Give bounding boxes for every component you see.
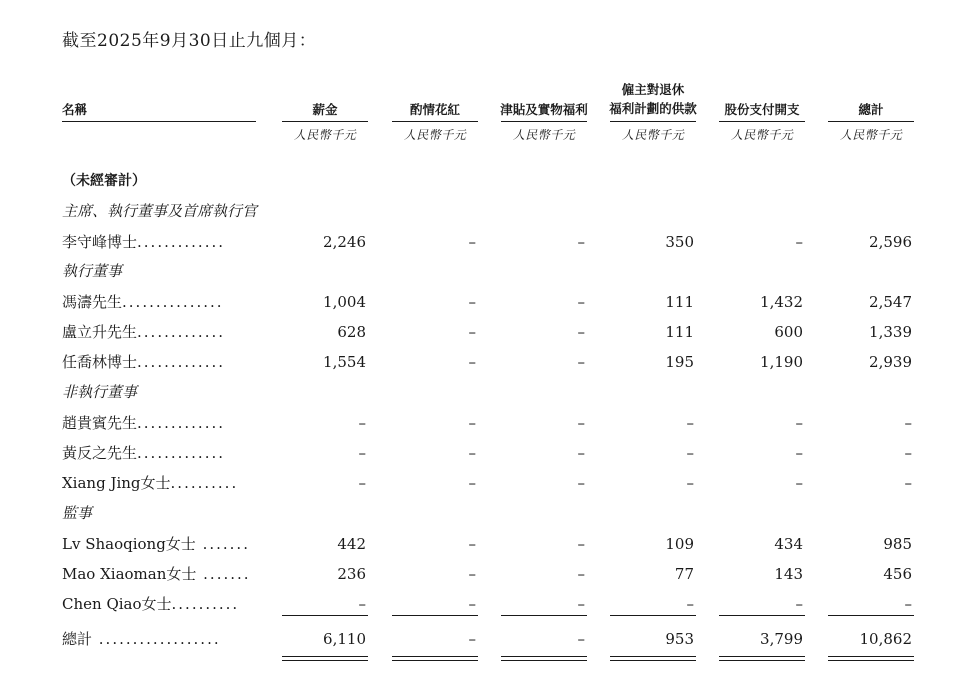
total-cell: 10,862	[859, 630, 912, 648]
table-cell: –	[795, 444, 803, 462]
table-cell: 1,554	[323, 353, 366, 371]
row-name: 盧立升先生	[62, 323, 138, 341]
table-cell: –	[468, 474, 476, 492]
unit-label: 人民幣千元	[512, 128, 576, 142]
column-header-line: 津貼及實物福利	[500, 102, 588, 117]
total-double-rule	[392, 656, 478, 661]
row-name: 黃反之先生	[62, 444, 138, 462]
table-cell: –	[686, 595, 694, 613]
subtotal-rule	[282, 615, 368, 616]
unit-label: 人民幣千元	[403, 128, 467, 142]
subtotal-rule	[828, 615, 914, 616]
table-cell: –	[795, 474, 803, 492]
row-label	[62, 347, 225, 377]
row-name: Chen Qiao女士	[62, 595, 172, 613]
section-heading: 非執行董事	[62, 383, 138, 401]
table-cell: –	[468, 323, 476, 341]
table-cell: –	[468, 233, 476, 251]
table-cell: –	[468, 353, 476, 371]
column-header-line: 酌情花紅	[409, 102, 460, 117]
table-cell: 143	[774, 565, 803, 583]
dot-leader: ..................	[92, 630, 221, 648]
row-label	[62, 287, 224, 317]
row-name: Mao Xiaoman女士	[62, 565, 197, 583]
row-name: 李守峰博士	[62, 233, 138, 251]
column-header-1	[280, 100, 370, 118]
table-cell: –	[904, 414, 912, 432]
header-rule-col-5	[719, 121, 805, 122]
row-name: 任喬林博士	[62, 353, 138, 371]
table-cell: –	[795, 233, 803, 251]
total-label	[62, 624, 221, 654]
row-name: Lv Shaoqiong女士	[62, 535, 196, 553]
row-label	[62, 559, 251, 589]
table-cell: –	[468, 414, 476, 432]
table-cell: –	[577, 444, 585, 462]
total-double-rule	[282, 656, 368, 661]
table-cell: 111	[665, 293, 694, 311]
table-cell: –	[686, 444, 694, 462]
section-heading: 監事	[62, 504, 93, 522]
row-label	[62, 408, 225, 438]
row-label	[62, 438, 225, 468]
dot-leader: ..........	[170, 474, 239, 492]
unit-label: 人民幣千元	[621, 128, 685, 142]
total-double-rule	[501, 656, 587, 661]
column-header-5	[717, 100, 807, 118]
table-cell: –	[686, 474, 694, 492]
row-label	[62, 589, 239, 619]
table-cell: 434	[774, 535, 803, 553]
table-cell: 1,004	[323, 293, 366, 311]
row-label	[62, 468, 238, 498]
table-cell: –	[468, 595, 476, 613]
table-cell: –	[577, 565, 585, 583]
table-cell: 195	[665, 353, 694, 371]
table-cell: –	[904, 595, 912, 613]
row-name: 趙貴賓先生	[62, 414, 138, 432]
total-cell: –	[577, 630, 585, 648]
header-rule-col-1	[282, 121, 368, 122]
dot-leader: .............	[137, 444, 226, 462]
table-cell: –	[577, 474, 585, 492]
header-rule-name	[62, 121, 256, 122]
column-header-4	[608, 80, 698, 118]
table-cell: 236	[337, 565, 366, 583]
table-cell: 111	[665, 323, 694, 341]
dot-leader: ..........	[171, 595, 240, 613]
table-cell: 350	[665, 233, 694, 251]
dot-leader: .............	[137, 233, 226, 251]
table-cell: 2,939	[869, 353, 912, 371]
table-cell: –	[577, 323, 585, 341]
table-cell: 1,190	[760, 353, 803, 371]
table-caption: 截至2025年9月30日止九個月：	[62, 31, 317, 51]
unit-label: 人民幣千元	[839, 128, 903, 142]
row-label	[62, 529, 250, 559]
row-label	[62, 317, 225, 347]
table-cell: –	[577, 535, 585, 553]
header-rule-col-6	[828, 121, 914, 122]
subtotal-rule	[719, 615, 805, 616]
column-header-line: 總計	[858, 102, 884, 117]
table-cell: –	[358, 474, 366, 492]
row-name: 馮濤先生	[62, 293, 123, 311]
table-cell: 2,596	[869, 233, 912, 251]
subtotal-rule	[501, 615, 587, 616]
header-rule-col-3	[501, 121, 587, 122]
column-header-name: 名稱	[62, 102, 88, 117]
dot-leader: .......	[196, 565, 251, 583]
row-label	[62, 227, 225, 257]
table-cell: –	[795, 414, 803, 432]
table-cell: 442	[337, 535, 366, 553]
dot-leader: .............	[137, 353, 226, 371]
table-cell: –	[358, 595, 366, 613]
table-cell: 628	[337, 323, 366, 341]
column-header-6	[826, 100, 916, 118]
section-heading: 執行董事	[62, 262, 123, 280]
table-cell: –	[577, 414, 585, 432]
table-cell: –	[904, 444, 912, 462]
table-cell: 985	[883, 535, 912, 553]
table-cell: –	[795, 595, 803, 613]
table-cell: –	[577, 595, 585, 613]
section-heading: 主席、執行董事及首席執行官	[62, 202, 258, 220]
table-cell: –	[358, 414, 366, 432]
column-header-line: 福利計劃的供款	[609, 101, 697, 116]
table-cell: 2,547	[869, 293, 912, 311]
table-cell: –	[904, 474, 912, 492]
header-rule-col-2	[392, 121, 478, 122]
subtotal-rule	[610, 615, 696, 616]
total-cell: 6,110	[323, 630, 366, 648]
unit-label: 人民幣千元	[730, 128, 794, 142]
table-cell: 109	[665, 535, 694, 553]
table-cell: –	[468, 535, 476, 553]
dot-leader: .......	[195, 535, 250, 553]
dot-leader: .............	[137, 414, 226, 432]
table-cell: 1,339	[869, 323, 912, 341]
subtotal-rule	[392, 615, 478, 616]
table-cell: –	[468, 444, 476, 462]
total-cell: –	[468, 630, 476, 648]
header-rule-col-4	[610, 121, 696, 122]
audit-note: （未經審計）	[62, 173, 146, 189]
total-double-rule	[828, 656, 914, 661]
table-cell: –	[358, 444, 366, 462]
table-cell: 1,432	[760, 293, 803, 311]
total-double-rule	[719, 656, 805, 661]
column-header-3	[499, 100, 589, 118]
table-cell: 2,246	[323, 233, 366, 251]
table-cell: –	[686, 414, 694, 432]
dot-leader: ...............	[122, 293, 224, 311]
column-header-line: 股份支付開支	[724, 102, 800, 117]
table-cell: –	[577, 353, 585, 371]
unit-label: 人民幣千元	[293, 128, 357, 142]
total-double-rule	[610, 656, 696, 661]
table-cell: –	[577, 293, 585, 311]
total-name: 總計	[62, 630, 93, 648]
dot-leader: .............	[137, 323, 226, 341]
table-cell: –	[577, 233, 585, 251]
column-header-line: 僱主對退休	[621, 82, 685, 97]
total-cell: 3,799	[760, 630, 803, 648]
table-cell: 600	[774, 323, 803, 341]
column-header-2	[390, 100, 480, 118]
column-header-line: 薪金	[312, 102, 338, 117]
total-cell: 953	[665, 630, 694, 648]
table-cell: –	[468, 565, 476, 583]
table-cell: 456	[883, 565, 912, 583]
row-name: Xiang Jing女士	[62, 474, 171, 492]
table-cell: –	[468, 293, 476, 311]
table-cell: 77	[674, 565, 694, 583]
